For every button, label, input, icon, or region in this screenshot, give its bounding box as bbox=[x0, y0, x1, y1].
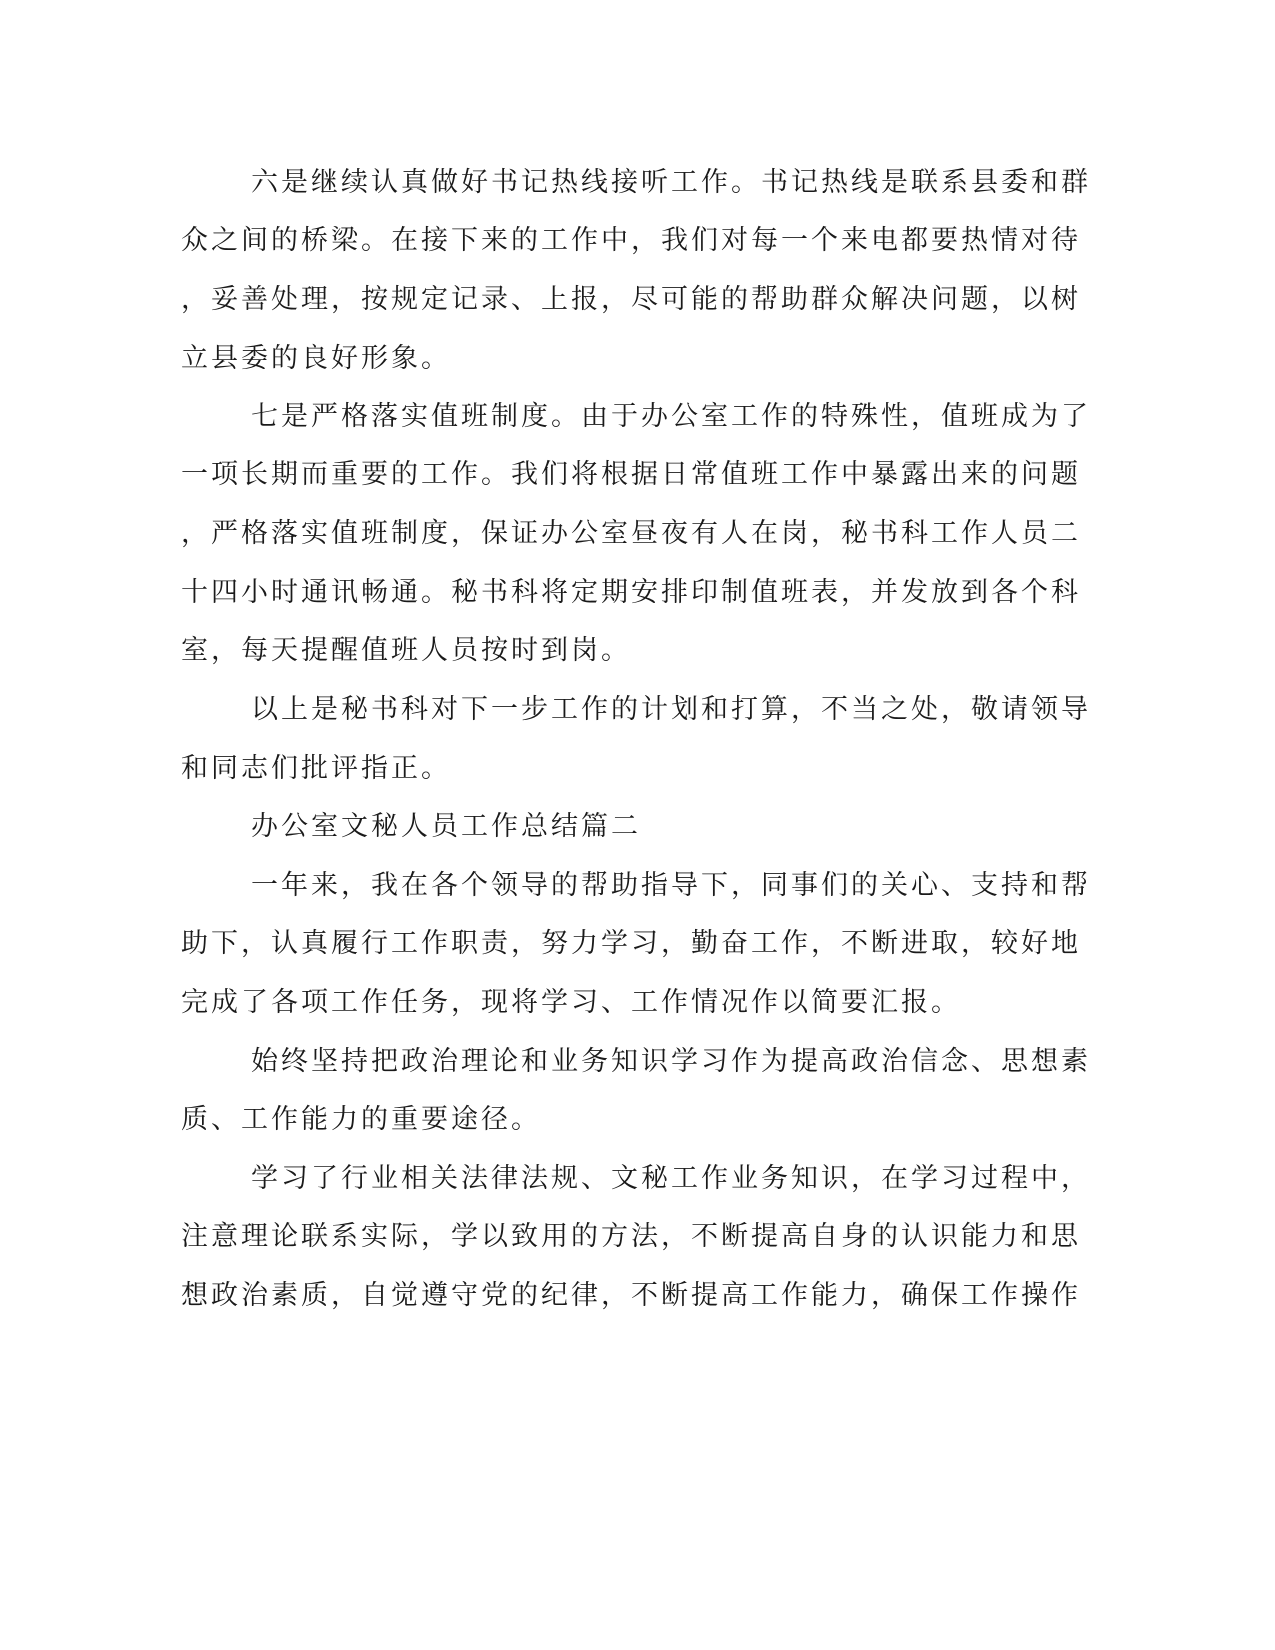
text-line: ，严格落实值班制度，保证办公室昼夜有人在岗，秘书科工作人员二 bbox=[181, 518, 1081, 549]
text-line: 完成了各项工作任务，现将学习、工作情况作以简要汇报。 bbox=[181, 987, 961, 1018]
section-heading: 办公室文秘人员工作总结篇二 bbox=[251, 811, 641, 842]
text-line: 一年来，我在各个领导的帮助指导下，同事们的关心、支持和帮 bbox=[251, 870, 1091, 901]
text-line: 学习了行业相关法律法规、文秘工作业务知识，在学习过程中， bbox=[251, 1163, 1091, 1194]
text-line: 和同志们批评指正。 bbox=[181, 753, 451, 784]
text-line: 七是严格落实值班制度。由于办公室工作的特殊性，值班成为了 bbox=[251, 401, 1091, 432]
text-line: 质、工作能力的重要途径。 bbox=[181, 1104, 541, 1135]
text-line: 想政治素质，自觉遵守党的纪律，不断提高工作能力，确保工作操作 bbox=[181, 1280, 1081, 1311]
text-line: 十四小时通讯畅通。秘书科将定期安排印制值班表，并发放到各个科 bbox=[181, 577, 1081, 608]
text-line: 一项长期而重要的工作。我们将根据日常值班工作中暴露出来的问题 bbox=[181, 459, 1081, 490]
text-line: 众之间的桥梁。在接下来的工作中，我们对每一个来电都要热情对待 bbox=[181, 225, 1081, 256]
text-line: 六是继续认真做好书记热线接听工作。书记热线是联系县委和群 bbox=[251, 167, 1091, 198]
text-line: ，妥善处理，按规定记录、上报，尽可能的帮助群众解决问题，以树 bbox=[181, 284, 1081, 315]
text-line: 以上是秘书科对下一步工作的计划和打算，不当之处，敬请领导 bbox=[251, 694, 1091, 725]
text-line: 始终坚持把政治理论和业务知识学习作为提高政治信念、思想素 bbox=[251, 1046, 1091, 1077]
text-line: 立县委的良好形象。 bbox=[181, 343, 451, 374]
text-line: 室，每天提醒值班人员按时到岗。 bbox=[181, 635, 631, 666]
text-line: 注意理论联系实际，学以致用的方法，不断提高自身的认识能力和思 bbox=[181, 1221, 1081, 1252]
text-line: 助下，认真履行工作职责，努力学习，勤奋工作，不断进取，较好地 bbox=[181, 928, 1081, 959]
